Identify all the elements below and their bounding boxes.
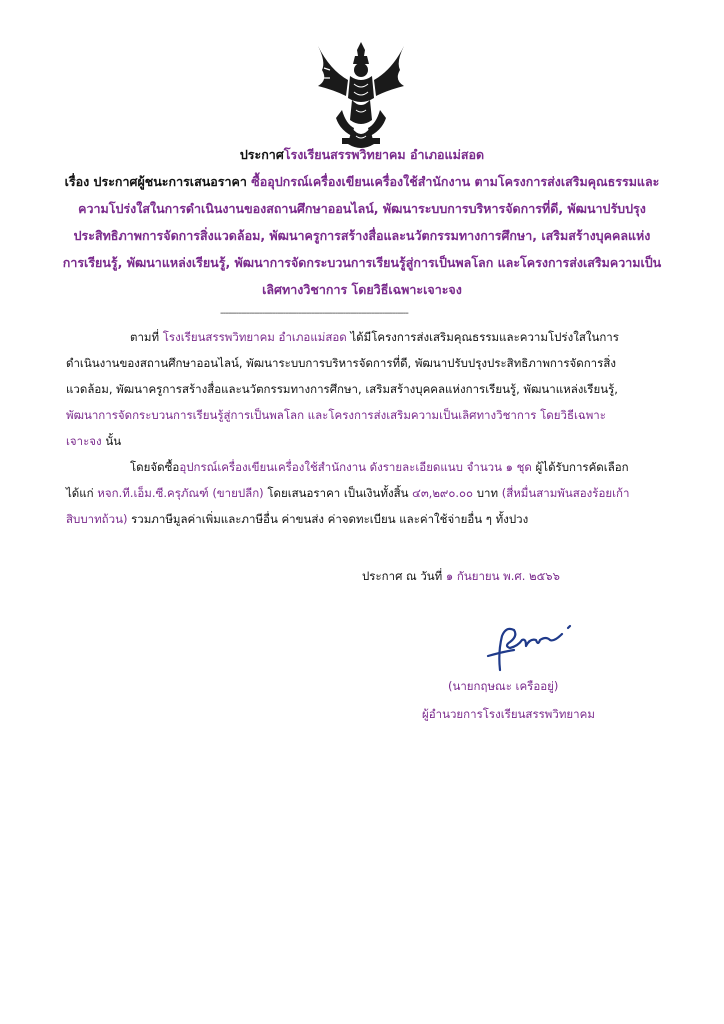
subject-text-1: ซื้ออุปกรณ์เครื่องเขียนเครื่องใช้สำนักงาน ตามโครงการส่งเสริมคุณธรรมและ	[251, 174, 660, 189]
school-name: โรงเรียนสรรพวิทยาคม อำเภอแม่สอด	[162, 330, 347, 344]
paragraph-1-line-2: ดำเนินงานของสถานศึกษาออนไลน์, พัฒนาระบบการบริหารจัดการที่ดี, พัฒนาปรับปรุงประสิทธิภาพการจัดการสิ่ง	[66, 356, 616, 370]
subject-line-3: ประสิทธิภาพการจัดการสิ่งแวดล้อม, พัฒนาครูการสร้างสื่อและนวัตกรรมทางการศึกษา, เสริมสร้างบุคคลแห่ง	[73, 228, 651, 243]
subject-line-5: เลิศทางวิชาการ โดยวิธีเฉพาะเจาะจง	[262, 282, 462, 297]
amount-in-words: (สี่หมื่นสามพันสองร้อยเก้า	[501, 486, 630, 500]
announce-prefix: ประกาศ	[239, 147, 284, 162]
paragraph-2-line-1: โดยจัดซื้ออุปกรณ์เครื่องเขียนเครื่องใช้สำนักงาน ดังรายละเอียดแนบ จำนวน ๑ ชุด ผู้ได้รับการคัดเลือก	[130, 460, 629, 474]
date-value: ๑ กันยายน พ.ศ. ๒๕๖๖	[445, 569, 560, 583]
item-description: อุปกรณ์เครื่องเขียนเครื่องใช้สำนักงาน ดังรายละเอียดแนบ จำนวน ๑ ชุด	[179, 460, 532, 474]
paragraph-2-line-2: ได้แก่ หจก.ที.เอ็ม.ซี.ครุภัณฑ์ (ขายปลีก) โดยเสนอราคา เป็นเงินทั้งสิ้น ๔๓,๒๙๐.๐๐ บาท (สี่หมื่นสามพันสองร้อยเก้า	[66, 486, 630, 500]
paragraph-1-line-1: ตามที่ โรงเรียนสรรพวิทยาคม อำเภอแม่สอด ได้มีโครงการส่งเสริมคุณธรรมและความโปร่งใสในการ	[130, 330, 619, 344]
signer-position: ผู้อำนวยการโรงเรียนสรรพวิทยาคม	[422, 707, 595, 721]
subject-line-2: ความโปร่งใสในการดำเนินงานของสถานศึกษาออนไลน์, พัฒนาระบบการบริหารจัดการที่ดี, พัฒนาปรับปรุง	[78, 201, 646, 216]
paragraph-1-line-4: พัฒนาการจัดกระบวนการเรียนรู้สู่การเป็นพลโลก และโครงการส่งเสริมความเป็นเลิศทางวิชาการ โดยวิธีเฉพาะ	[66, 408, 606, 422]
winner-name: หจก.ที.เอ็ม.ซี.ครุภัณฑ์ (ขายปลีก)	[97, 486, 264, 500]
signer-name: (นายกฤษณะ เครืออยู่)	[448, 679, 559, 693]
bid-amount: ๔๓,๒๙๐.๐๐	[412, 486, 474, 500]
paragraph-2-line-3: สิบบาทถ้วน) รวมภาษีมูลค่าเพิ่มและภาษีอื่น ค่าขนส่ง ค่าจดทะเบียน และค่าใช้จ่ายอื่น ๆ ทั้งปวง	[66, 512, 529, 526]
garuda-emblem-icon	[312, 40, 410, 152]
announce-school: โรงเรียนสรรพวิทยาคม อำเภอแม่สอด	[283, 147, 485, 162]
subject-line-1	[40, 170, 684, 194]
subject-line-4: การเรียนรู้, พัฒนาแหล่งเรียนรู้, พัฒนาการจัดกระบวนการเรียนรู้สู่การเป็นพลโลก และโครงการส่งเสริมความเป็น	[62, 255, 662, 270]
handwritten-signature-icon	[484, 616, 578, 674]
announce-date: ประกาศ ณ วันที่ ๑ กันยายน พ.ศ. ๒๕๖๖	[362, 569, 560, 583]
paragraph-1-line-3: แวดล้อม, พัฒนาครูการสร้างสื่อและนวัตกรรมทางการศึกษา, เสริมสร้างบุคคลแห่งการเรียนรู้, พัฒนาแหล่งเรียนรู้,	[66, 382, 618, 396]
separator-line: ------------------------------------------------------------------------	[220, 308, 408, 319]
paragraph-1-line-5: เจาะจง นั้น	[66, 434, 122, 448]
announce-title	[40, 143, 684, 167]
subject-label: เรื่อง ประกาศผู้ชนะการเสนอราคา	[64, 174, 252, 189]
